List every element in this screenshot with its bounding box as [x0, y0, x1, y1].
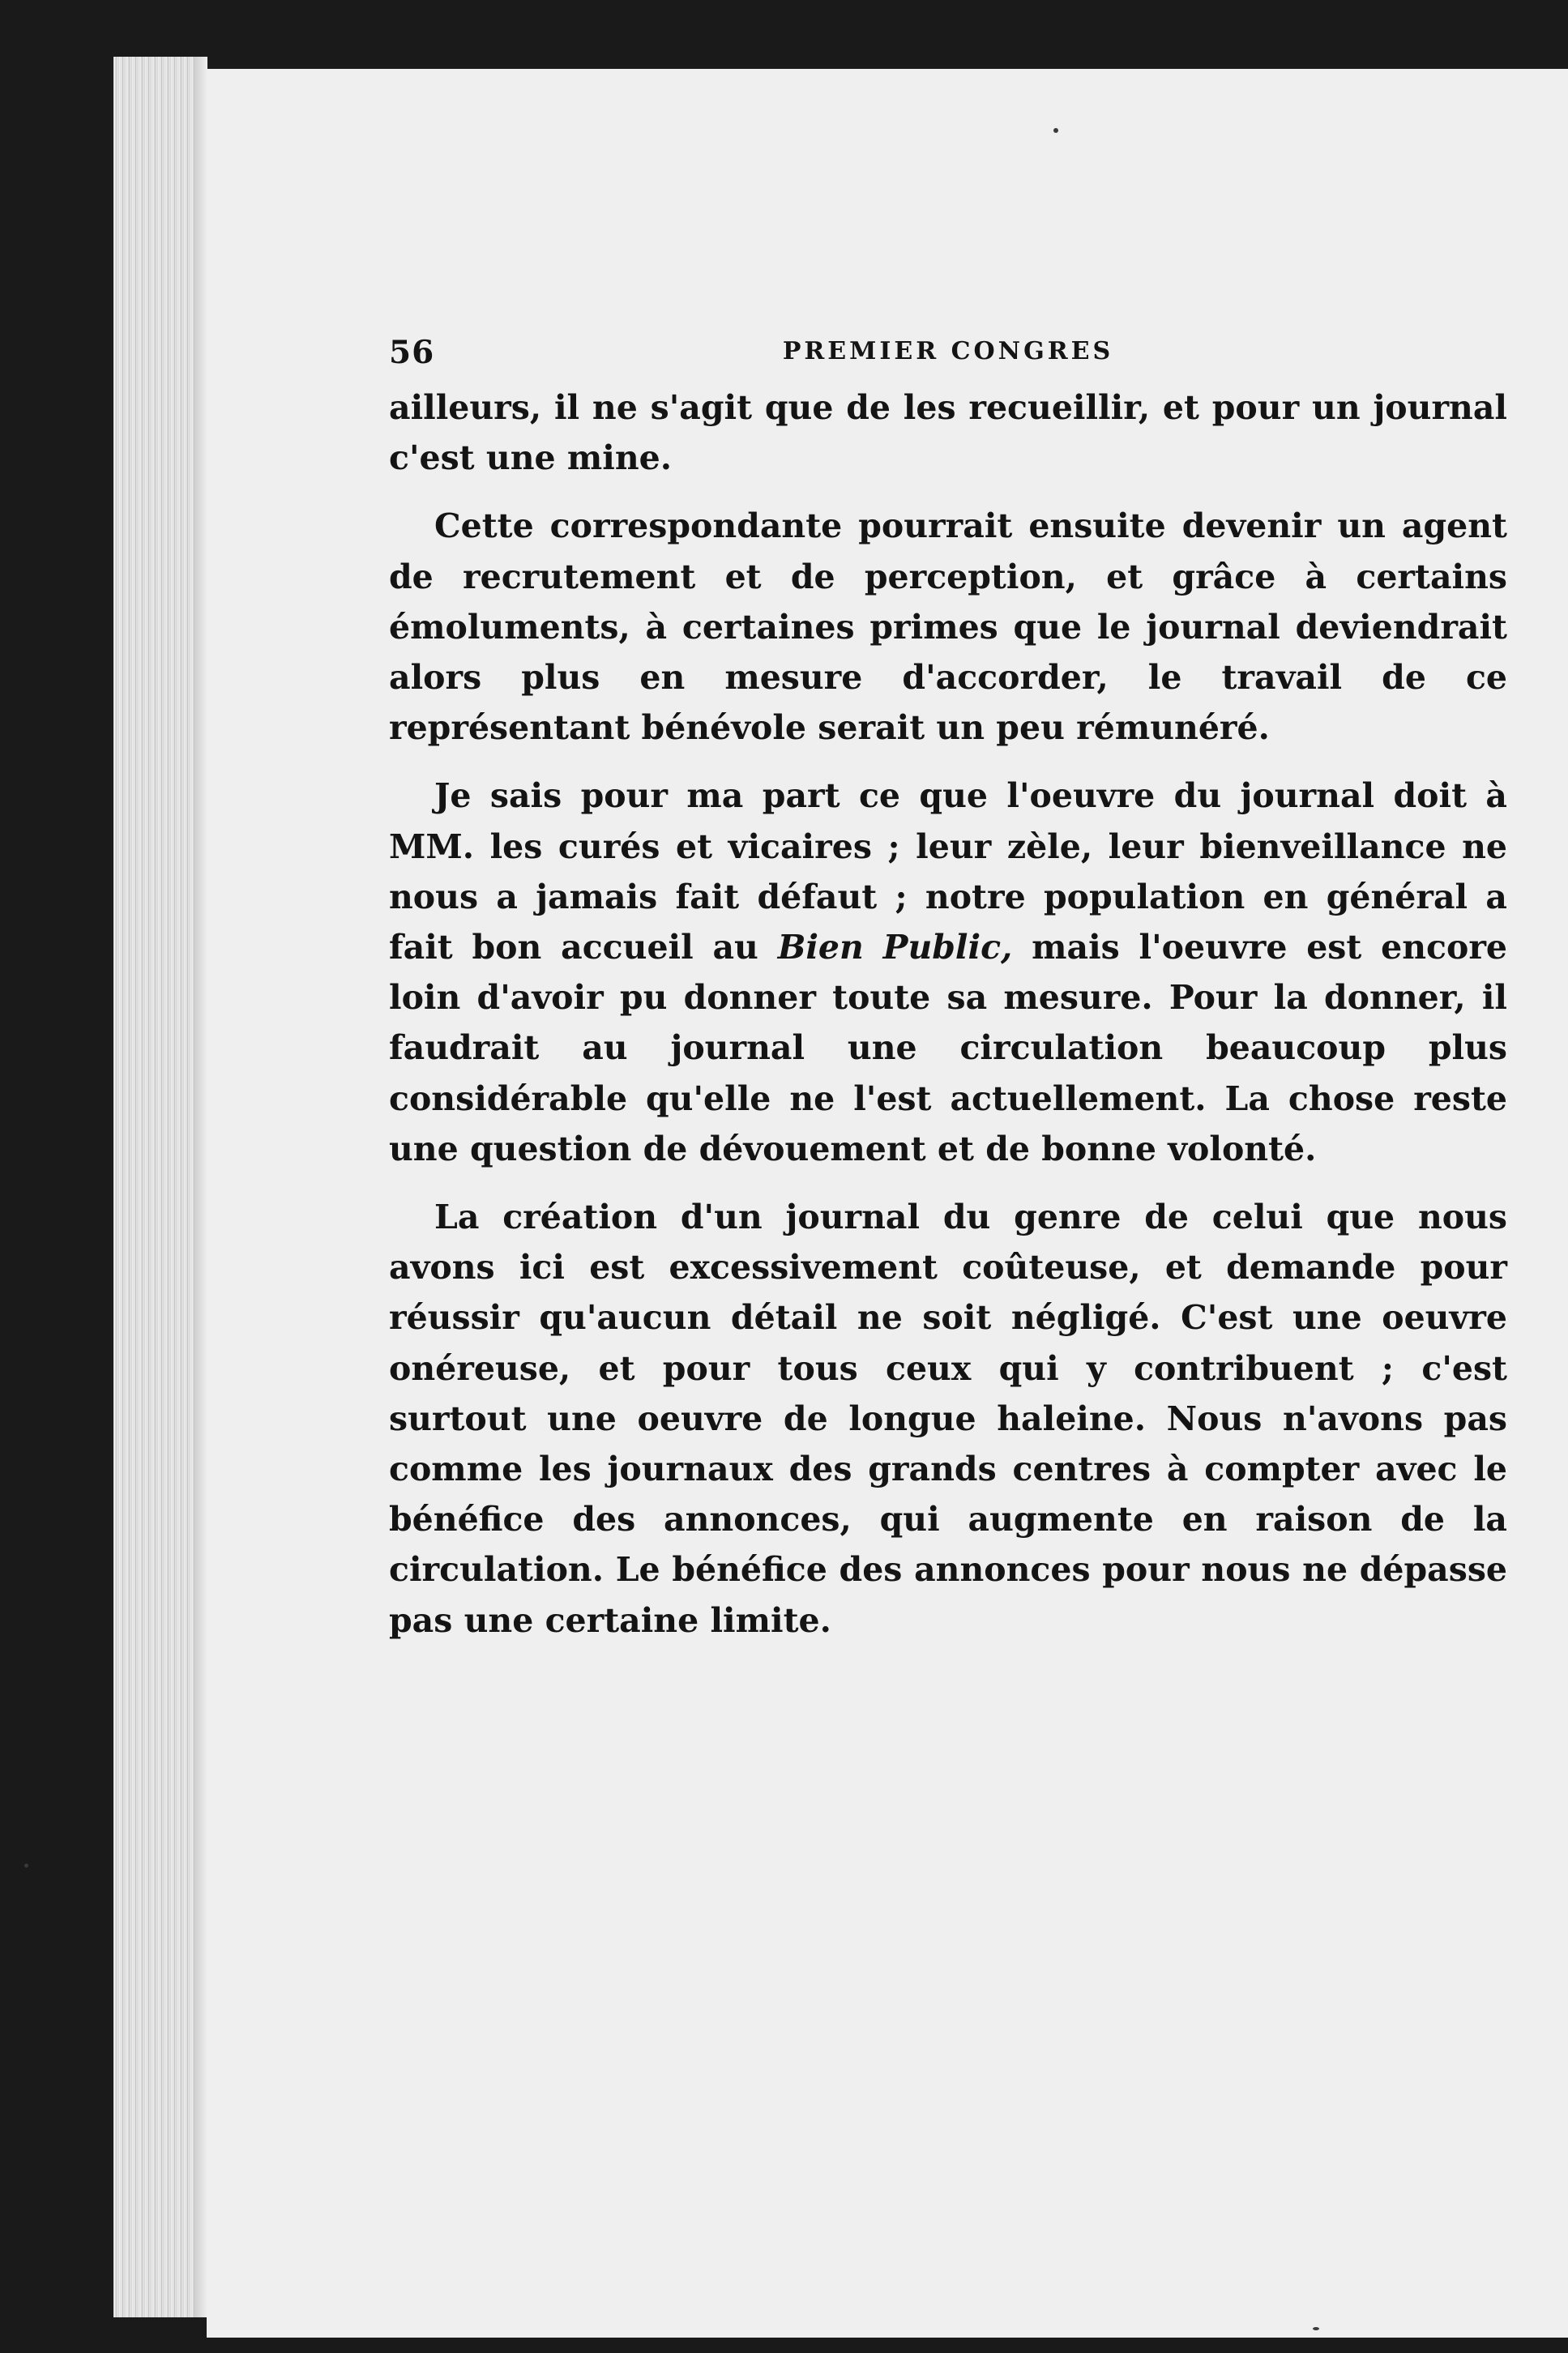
page-edge-shadow: [194, 57, 207, 2317]
paragraph-2: Cette correspondante pourrait ensuite devenir un agent de recrutement et de perception, et grâce à certains émoluments, à certaines primes que le journal deviendrait alors plus en mesure d'accorder, le travail de ce représentant bénévole serait un peu rémunéré.: [389, 506, 1507, 748]
running-head: [389, 324, 1507, 382]
text-block: [389, 324, 1507, 1663]
speck: [24, 1864, 28, 1868]
paragraph-1: ailleurs, il ne s'agit que de les recueillir, et pour un journal c'est une mine.: [389, 388, 1507, 478]
body-text: [389, 382, 1507, 1646]
page-edges: [113, 57, 201, 2317]
paragraph-3-rest: mais l'oeuvre est encore loin d'avoir pu donner toute sa mesure. Pour la donner, il faudrait au journal une circulation beaucoup plus considérable qu'elle ne l'est actuellement. La chose reste une question de dévouement et de bonne volonté.: [389, 928, 1508, 1168]
paragraph-4: La création d'un journal du genre de celui que nous avons ici est excessivement coûteuse, et demande pour réussir qu'aucun détail ne soit négligé. C'est une oeuvre onéreuse, et pour tous ceux qui y contribuent ; c'est surtout une oeuvre de longue haleine. Nous n'avons pas comme les journaux des grands centres à compter avec le bénéfice des annonces, qui augmente en raison de la circulation. Le bénéfice des annonces pour nous ne dépasse pas une certaine limite.: [389, 1198, 1507, 1640]
running-title: PREMIER CONGRES: [782, 337, 1114, 365]
newspaper-title: Bien Public,: [777, 928, 1013, 967]
paragraph-3-lead: Je sais pour ma part ce que l'oeuvre du journal doit à MM. les curés et vicaires ; leur zèle, leur bienveillance ne nous a jamais fait défaut ; notre population en général a fait bon accueil au: [389, 776, 1507, 967]
page-number: 56: [389, 334, 435, 371]
speck: [1313, 2327, 1319, 2330]
speck: [1053, 128, 1058, 133]
paragraph-3: [389, 771, 1507, 1174]
